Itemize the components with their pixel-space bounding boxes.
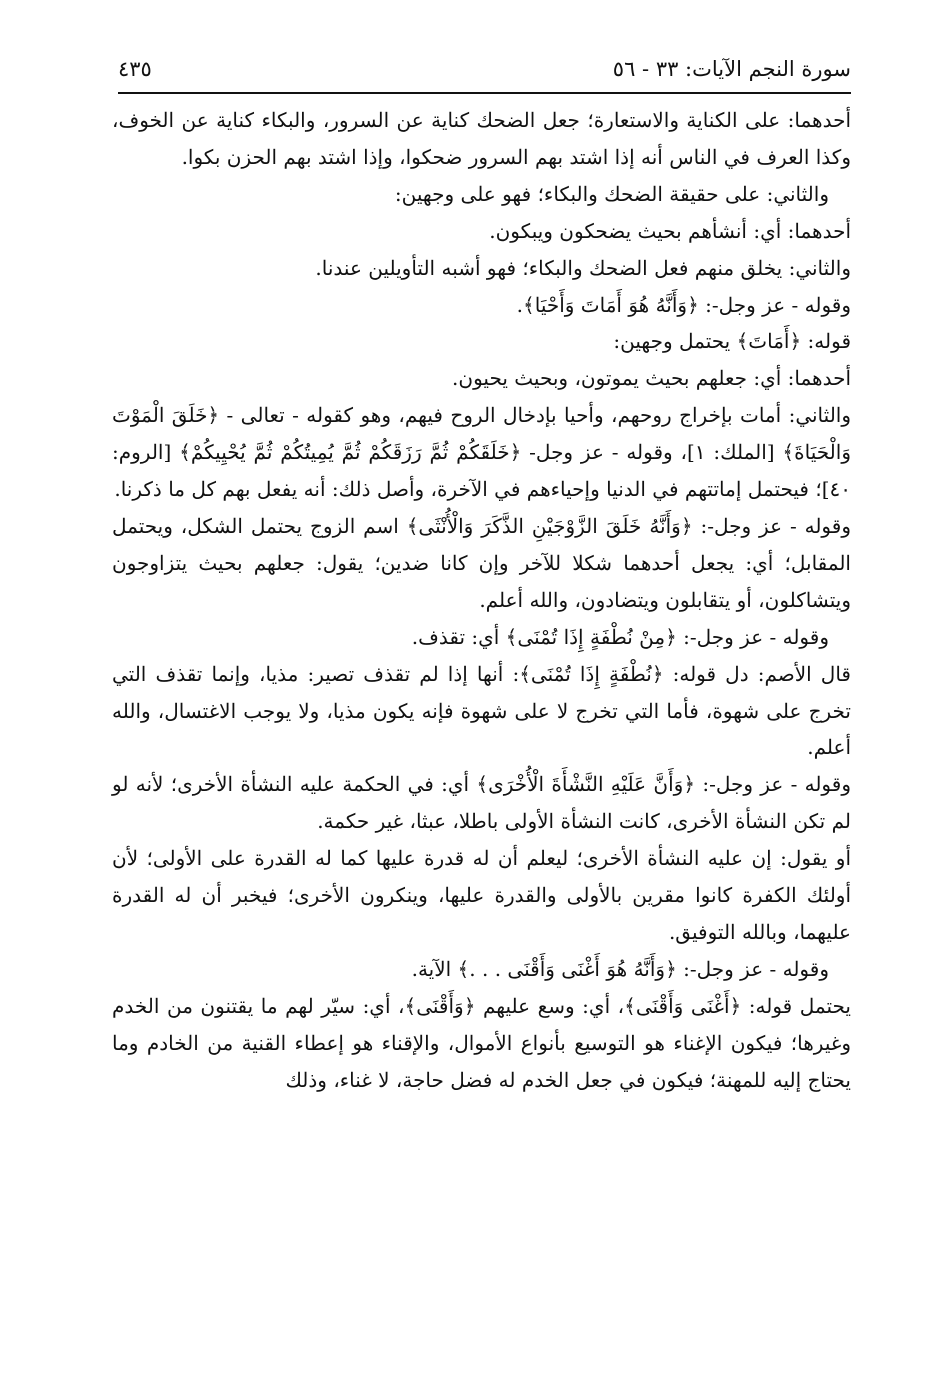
paragraph: وقوله - عز وجل-: ﴿وَأَنَّهُ هُوَ أَغْنَى وَأَقْنَى . . .﴾ الآية. (411, 956, 829, 981)
paragraph: والثاني: يخلق منهم فعل الضحك والبكاء؛ فهو أشبه التأويلين عندنا. (315, 255, 851, 280)
paragraph: أحدهما: على الكناية والاستعارة؛ جعل الضحك كناية عن السرور، والبكاء كناية عن الخوف، وكذا العرف في الناس أنه إذا اشتد بهم السرور ضحكوا، وإذا اشتد بهم الحزن بكوا. (112, 108, 851, 169)
paragraph: قال الأصم: دل قوله: ﴿نُطْفَةٍ إِذَا تُمْنَى﴾: أنها إذا لم تقذف تصير: مذيا، وإنما تقذف التي تخرج على شهوة، فأما التي تخرج لا على شهوة فإنه يكون مذيا، ولا يوجب الاغتسال، والله أعلم. (112, 661, 851, 760)
paragraph: أحدهما: أي: أنشأهم بحيث يضحكون ويبكون. (489, 218, 851, 243)
paragraph: وقوله - عز وجل-: ﴿مِنْ نُطْفَةٍ إِذَا تُمْنَى﴾ أي: تقذف. (411, 624, 829, 649)
paragraph: والثاني: أمات بإخراج روحهم، وأحيا بإدخال الروح فيهم، وهو كقوله - تعالى - ﴿خَلَقَ الْمَوْتَ وَالْحَيَاةَ﴾ [الملك: ١]، وقوله - عز وجل- ﴿خَلَقَكُمْ ثُمَّ رَزَقَكُمْ ثُمَّ يُمِيتُكُمْ ثُمَّ يُحْيِيكُمْ﴾ [الروم: ٤٠]؛ فيحتمل إماتتهم في الدنيا وإحياءهم في الآخرة، وأصل ذلك: أنه يفعل بهم كل ما ذكرنا. (112, 403, 851, 502)
header-divider (118, 92, 851, 94)
paragraph: والثاني: على حقيقة الضحك والبكاء؛ فهو على وجهين: (394, 181, 829, 206)
paragraph: وقوله - عز وجل-: ﴿وَأَنَّهُ خَلَقَ الزَّوْجَيْنِ الذَّكَرَ وَالْأُنْثَى﴾ اسم الزوج يحتمل الشكل، ويحتمل المقابل؛ أي: يجعل أحدهما شكلا للآخر وإن كانا ضدين؛ يقول: جعلهم بحيث يتزاوجون ويتشاكلون، أو يتقابلون ويتضادون، والله أعلم. (112, 513, 851, 612)
paragraph: يحتمل قوله: ﴿أَغْنَى وَأَقْنَى﴾، أي: وسع عليهم ﴿وَأَقْنَى﴾، أي: سيّر لهم ما يقتنون من الخدم وغيرها؛ فيكون الإغناء هو التوسيع بأنواع الأموال، والإقناء هو إعطاء القنية من الخادم وما يحتاج إليه للمهنة؛ فيكون في جعل الخدم له فضل حاجة، لا غناء، وذلك (112, 993, 851, 1092)
paragraph: وقوله - عز وجل-: ﴿وَأَنَّهُ هُوَ أَمَاتَ وَأَحْيَا﴾. (516, 292, 851, 317)
paragraph: وقوله - عز وجل-: ﴿وَأَنَّ عَلَيْهِ النَّشْأَةَ الْأُخْرَى﴾ أي: في الحكمة عليه النشأة الأخرى؛ لأنه لو لم تكن النشأة الأخرى، كانت النشأة الأولى باطلا، عبثا، غير حكمة. (112, 772, 851, 834)
surah-title: سورة النجم الآيات: ٣٣ - ٥٦ (612, 57, 851, 81)
paragraph: قوله: ﴿أَمَاتَ﴾ يحتمل وجهين: (613, 329, 851, 354)
page-number: ٤٣٥ (118, 57, 152, 81)
body-text (112, 102, 851, 1098)
paragraph: أو يقول: إن عليه النشأة الأخرى؛ ليعلم أن له قدرة عليها كما له القدرة على الأولى؛ لأن أولئك الكفرة كانوا مقرين بالأولى والقدرة عليها، وينكرون الأخرى؛ فيخبر أن له القدرة عليهما، وبالله التوفيق. (112, 846, 851, 944)
running-header (118, 52, 851, 86)
paragraph: أحدهما: أي: جعلهم بحيث يموتون، وبحيث يحيون. (452, 366, 851, 391)
